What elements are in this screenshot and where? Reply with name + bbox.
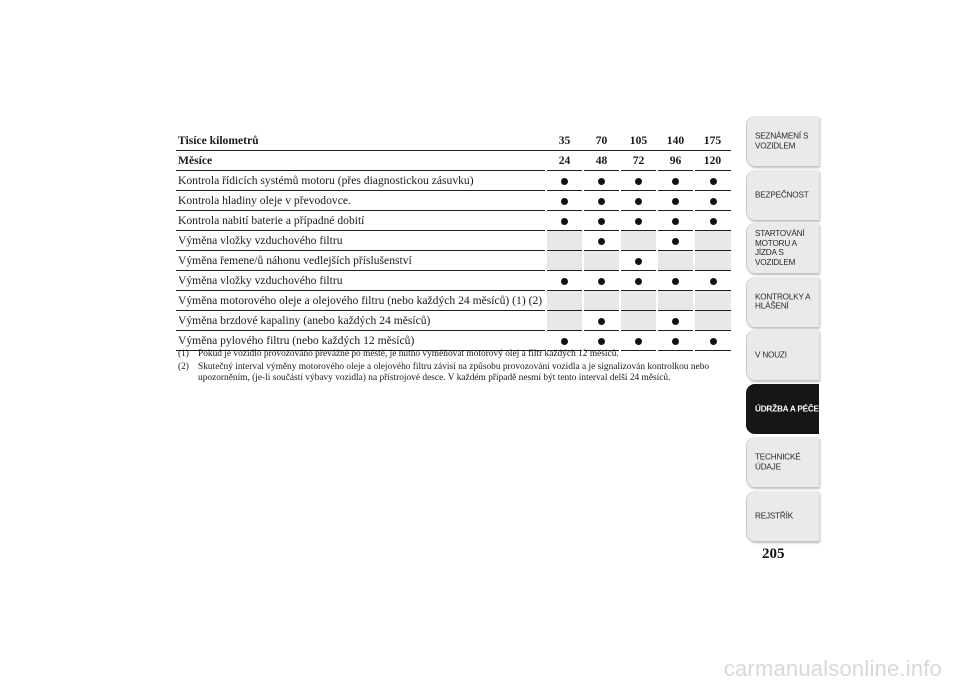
scheduled-cell (583, 331, 620, 351)
bullet-icon (672, 338, 679, 345)
tab-index[interactable] (746, 491, 819, 541)
scheduled-cell (620, 251, 657, 271)
empty-cell (694, 251, 731, 271)
maintenance-schedule-table (176, 131, 731, 351)
header-label-months: Měsíce (176, 151, 546, 171)
scheduled-cell (657, 191, 694, 211)
header-row-months (176, 151, 731, 171)
tab-label: ÚDRŽBA A PÉČE (755, 403, 819, 413)
bullet-icon (561, 278, 568, 285)
scheduled-cell (620, 211, 657, 231)
scheduled-cell (546, 191, 583, 211)
row-label: Výměna motorového oleje a olejového filtru (nebo každých 24 měsíců) (1) (2) (176, 291, 546, 311)
table-row (176, 231, 731, 251)
table-row (176, 271, 731, 291)
tab-starting-driving[interactable] (746, 223, 819, 273)
header-month-value: 24 (546, 151, 583, 171)
tab-safety[interactable] (746, 170, 819, 220)
bullet-icon (710, 218, 717, 225)
scheduled-cell (657, 311, 694, 331)
bullet-icon (598, 238, 605, 245)
scheduled-cell (620, 171, 657, 191)
footnote (178, 362, 738, 384)
bullet-icon (598, 198, 605, 205)
tab-label: KONTROLKY A HLÁŠENÍ (755, 292, 810, 311)
scheduled-cell (546, 171, 583, 191)
header-month-value: 96 (657, 151, 694, 171)
scheduled-cell (694, 211, 731, 231)
table-row (176, 251, 731, 271)
table-row (176, 191, 731, 211)
bullet-icon (598, 278, 605, 285)
header-row-kilometers (176, 131, 731, 151)
footnote-text: Pokud je vozidlo provozováno převážně po městě, je nutno vyměňovat motorový olej a filtr každých 12 měsíců. (198, 349, 619, 359)
schedule-rows (176, 171, 731, 351)
footnote-number: (1) (178, 349, 189, 359)
empty-cell (546, 231, 583, 251)
empty-cell (620, 291, 657, 311)
watermark: carmanualsonline.info (723, 656, 942, 681)
row-label: Kontrola hladiny oleje v převodovce. (176, 191, 546, 211)
bullet-icon (710, 338, 717, 345)
scheduled-cell (620, 271, 657, 291)
bullet-icon (635, 178, 642, 185)
page-number: 205 (762, 546, 785, 562)
footnotes (178, 349, 738, 386)
header-label-kilometers: Tisíce kilometrů (176, 131, 546, 151)
empty-cell (546, 291, 583, 311)
empty-cell (694, 291, 731, 311)
tab-warning-lights[interactable] (746, 277, 819, 327)
empty-cell (583, 251, 620, 271)
header-km-value: 35 (546, 131, 583, 151)
scheduled-cell (657, 231, 694, 251)
footnote-text: Skutečný interval výměny motorového oleje a olejového filtru závisí na způsobu provozování vozidla a je signalizován kontrolkou nebo upozorněním, (je-li součástí výbavy vozidla) na přístrojové desce. V každém případě nesmí být tento interval delší 24 měsíců. (198, 362, 710, 383)
bullet-icon (561, 178, 568, 185)
bullet-icon (598, 318, 605, 325)
scheduled-cell (657, 211, 694, 231)
bullet-icon (635, 258, 642, 265)
scheduled-cell (620, 191, 657, 211)
bullet-icon (672, 218, 679, 225)
header-month-value: 72 (620, 151, 657, 171)
tab-label: BEZPEČNOST (755, 189, 809, 199)
scheduled-cell (657, 271, 694, 291)
bullet-icon (672, 278, 679, 285)
footnote-number: (2) (178, 362, 189, 372)
scheduled-cell (694, 191, 731, 211)
bullet-icon (672, 238, 679, 245)
scheduled-cell (694, 171, 731, 191)
empty-cell (694, 311, 731, 331)
row-label: Výměna vložky vzduchového filtru (176, 271, 546, 291)
bullet-icon (672, 318, 679, 325)
empty-cell (620, 231, 657, 251)
bullet-icon (672, 178, 679, 185)
scheduled-cell (583, 211, 620, 231)
tab-maintenance[interactable] (746, 384, 819, 434)
tab-label: TECHNICKÉ ÚDAJE (755, 452, 801, 471)
scheduled-cell (657, 331, 694, 351)
header-km-value: 105 (620, 131, 657, 151)
scheduled-cell (694, 331, 731, 351)
tab-label: STARTOVÁNÍ MOTORU A JÍZDA S VOZIDLEM (755, 229, 805, 267)
header-km-value: 140 (657, 131, 694, 151)
table-row (176, 171, 731, 191)
scheduled-cell (583, 311, 620, 331)
bullet-icon (635, 278, 642, 285)
table-row (176, 211, 731, 231)
empty-cell (546, 311, 583, 331)
bullet-icon (598, 178, 605, 185)
bullet-icon (635, 218, 642, 225)
bullet-icon (672, 198, 679, 205)
tab-emergency[interactable] (746, 330, 819, 380)
header-km-value: 175 (694, 131, 731, 151)
header-month-value: 120 (694, 151, 731, 171)
bullet-icon (710, 198, 717, 205)
row-label: Výměna pylového filtru (nebo každých 12 měsíců) (176, 331, 546, 351)
bullet-icon (635, 198, 642, 205)
row-label: Kontrola nabití baterie a případné dobití (176, 211, 546, 231)
table-row (176, 311, 731, 331)
tab-technical-data[interactable] (746, 437, 819, 487)
scheduled-cell (583, 231, 620, 251)
empty-cell (694, 231, 731, 251)
empty-cell (657, 251, 694, 271)
bullet-icon (561, 198, 568, 205)
tab-label: REJSTŘÍK (755, 510, 793, 520)
scheduled-cell (620, 331, 657, 351)
empty-cell (657, 291, 694, 311)
bullet-icon (561, 338, 568, 345)
tab-label: SEZNÁMENÍ S VOZIDLEM (755, 131, 809, 150)
scheduled-cell (546, 331, 583, 351)
tab-introduction[interactable] (746, 116, 819, 166)
row-label: Kontrola řídicích systémů motoru (přes diagnostickou zásuvku) (176, 171, 546, 191)
bullet-icon (635, 338, 642, 345)
scheduled-cell (583, 191, 620, 211)
scheduled-cell (546, 211, 583, 231)
header-month-value: 48 (583, 151, 620, 171)
row-label: Výměna brzdové kapaliny (anebo každých 24 měsíců) (176, 311, 546, 331)
table-row (176, 291, 731, 311)
scheduled-cell (694, 271, 731, 291)
table-row (176, 331, 731, 351)
bullet-icon (598, 338, 605, 345)
empty-cell (546, 251, 583, 271)
bullet-icon (598, 218, 605, 225)
row-label: Výměna řemene/ů náhonu vedlejších příslušenství (176, 251, 546, 271)
bullet-icon (561, 218, 568, 225)
scheduled-cell (546, 271, 583, 291)
scheduled-cell (657, 171, 694, 191)
bullet-icon (710, 178, 717, 185)
footnote (178, 349, 738, 360)
chapter-tabs (746, 116, 819, 544)
scheduled-cell (583, 271, 620, 291)
row-label: Výměna vložky vzduchového filtru (176, 231, 546, 251)
scheduled-cell (583, 171, 620, 191)
empty-cell (583, 291, 620, 311)
empty-cell (620, 311, 657, 331)
header-km-value: 70 (583, 131, 620, 151)
bullet-icon (710, 278, 717, 285)
tab-label: V NOUZI (755, 350, 787, 360)
